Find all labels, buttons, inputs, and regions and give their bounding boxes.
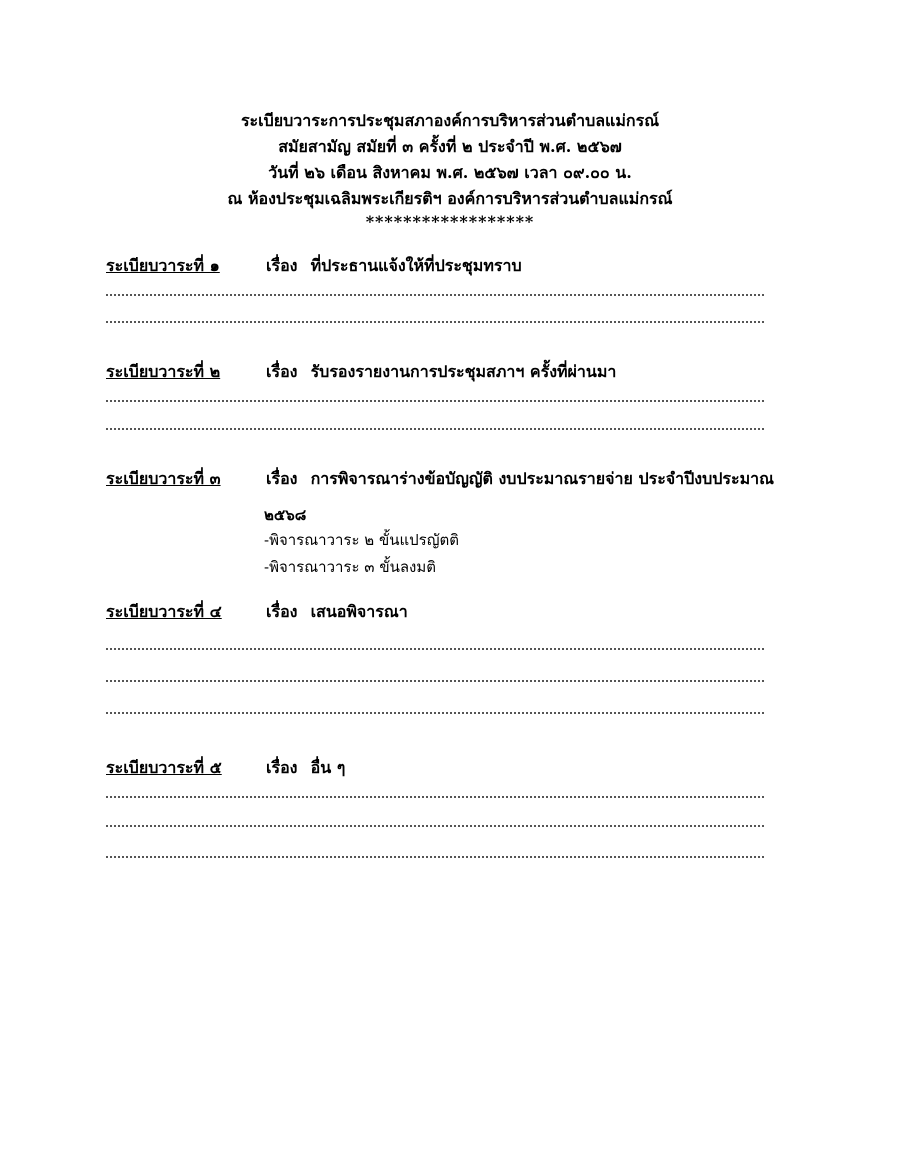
agenda-topic: รับรองรายงานการประชุมสภาฯ ครั้งที่ผ่านมา: [310, 362, 617, 381]
dotted-line: [106, 680, 764, 682]
agenda-keyword: เรื่อง: [266, 602, 298, 621]
agenda-sub-item: -พิจารณาวาระ ๒ ขั้นแปรญัตติ: [264, 531, 459, 549]
dotted-line: [106, 648, 764, 650]
agenda-keyword: เรื่อง: [266, 758, 298, 777]
agenda-keyword: เรื่อง: [266, 362, 298, 381]
agenda-topic: อื่น ๆ: [310, 758, 346, 777]
dotted-line: [106, 294, 764, 296]
agenda-keyword: เรื่อง: [266, 469, 298, 488]
dotted-line: [106, 796, 764, 798]
agenda-subject: [266, 467, 774, 491]
header-title: ระเบียบวาระการประชุมสภาองค์การบริหารส่วนตำบลแม่กรณ์: [240, 111, 660, 130]
dotted-line: [106, 321, 764, 323]
agenda-sub-item: -พิจารณาวาระ ๓ ขั้นลงมติ: [264, 558, 436, 576]
header-separator: ******************: [365, 212, 535, 231]
agenda-topic-continuation: ๒๕๖๘: [264, 506, 307, 524]
agenda-label: ระเบียบวาระที่ ๓: [106, 469, 221, 488]
dotted-line: [106, 856, 764, 858]
header-venue: ณ ห้องประชุมเฉลิมพระเกียรติฯ องค์การบริหารส่วนตำบลแม่กรณ์: [227, 189, 673, 208]
agenda-topic: เสนอพิจารณา: [310, 602, 408, 621]
agenda-label: ระเบียบวาระที่ ๕: [106, 758, 222, 777]
agenda-topic: ที่ประธานแจ้งให้ที่ประชุมทราบ: [310, 256, 522, 275]
agenda-keyword: เรื่อง: [266, 256, 298, 275]
header-date-time: วันที่ ๒๖ เดือน สิงหาคม พ.ศ. ๒๕๖๗ เวลา ๐๙.๐๐ น.: [268, 163, 632, 182]
header-session: สมัยสามัญ สมัยที่ ๓ ครั้งที่ ๒ ประจำปี พ.ศ. ๒๕๖๗: [278, 137, 622, 156]
dotted-line: [106, 400, 764, 402]
agenda-item-1: [106, 254, 766, 278]
agenda-item-2: [106, 360, 766, 384]
dotted-line: [106, 428, 764, 430]
document-header: [0, 108, 900, 232]
agenda-subject: [266, 600, 408, 624]
dotted-line: [106, 825, 764, 827]
agenda-topic: การพิจารณาร่างข้อบัญญัติ งบประมาณรายจ่าย ประจำปีงบประมาณ: [310, 469, 774, 488]
agenda-label: ระเบียบวาระที่ ๑: [106, 256, 220, 275]
agenda-subject: [266, 254, 522, 278]
agenda-label: ระเบียบวาระที่ ๒: [106, 362, 221, 381]
agenda-item-4: [106, 600, 766, 624]
agenda-item-5: [106, 756, 766, 780]
agenda-subject: [266, 360, 616, 384]
agenda-item-3: [106, 467, 774, 491]
agenda-label: ระเบียบวาระที่ ๔: [106, 602, 222, 621]
dotted-line: [106, 712, 764, 714]
agenda-subject: [266, 756, 345, 780]
